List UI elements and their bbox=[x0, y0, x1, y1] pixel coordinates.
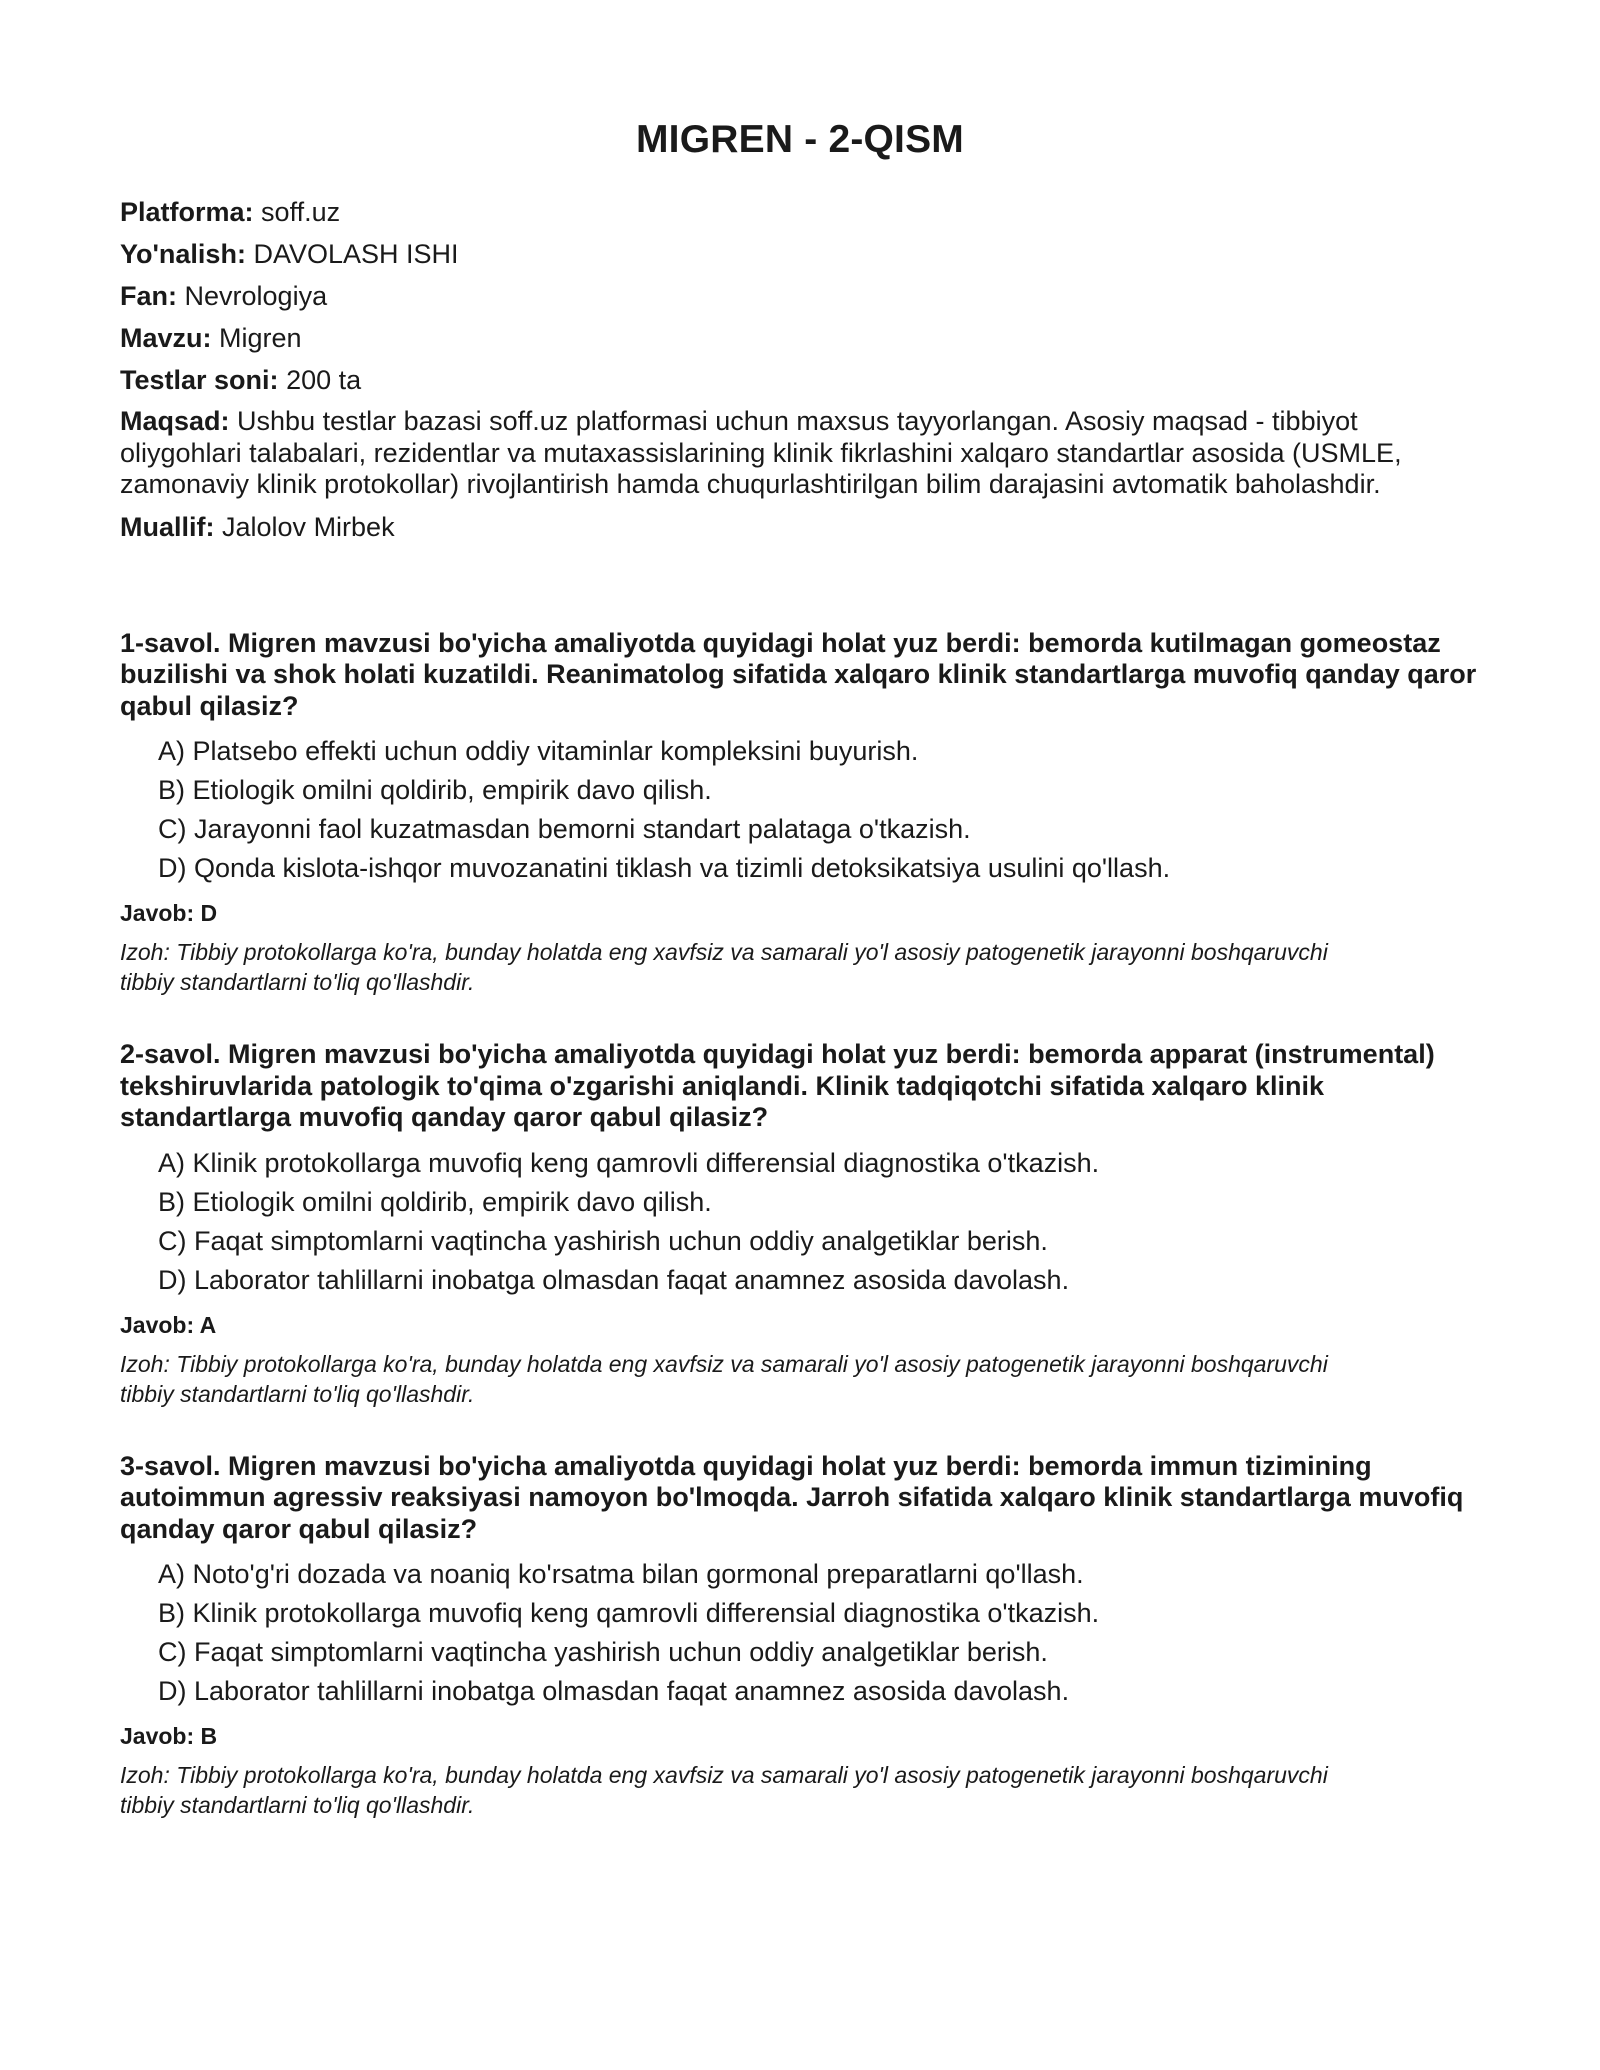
option-a: A) Klinik protokollarga muvofiq keng qamrovli differensial diagnostika o'tkazish. bbox=[158, 1147, 1100, 1178]
option-list bbox=[120, 1559, 1480, 1707]
questions-list bbox=[120, 628, 1480, 1821]
option-c: C) Faqat simptomlarni vaqtincha yashirish uchun oddiy analgetiklar berish. bbox=[158, 1225, 1048, 1256]
meta-author-value: Jalolov Mirbek bbox=[222, 511, 395, 542]
meta-subject bbox=[120, 280, 1480, 312]
answer: Javob: A bbox=[120, 1311, 217, 1338]
option-d: D) Laborator tahlillarni inobatga olmasdan faqat anamnez asosida davolash. bbox=[158, 1676, 1070, 1706]
question-1 bbox=[120, 628, 1480, 998]
question-text: 2-savol. Migren mavzusi bo'yicha amaliyotda quyidagi holat yuz berdi: bemorda apparat (instrumental) tekshiruvlarida patologik to'qima o'zgarishi aniqlandi. Klinik tadqiqotchi sifatida xalqaro klinik standartlarga muvofiq qanday qaror qabul qilasiz? bbox=[120, 1039, 1435, 1132]
meta-author bbox=[120, 511, 1480, 543]
meta-topic bbox=[120, 322, 1480, 354]
meta-topic-value: Migren bbox=[219, 323, 302, 353]
meta-subject-label: Fan: bbox=[120, 281, 177, 311]
meta-tests-label: Testlar soni: bbox=[120, 365, 279, 395]
meta-aim-label: Maqsad: bbox=[120, 406, 230, 436]
meta-section bbox=[120, 196, 1480, 543]
option-d: D) Qonda kislota-ishqor muvozanatini tiklash va tizimli detoksikatsiya usulini qo'llash. bbox=[158, 853, 1171, 883]
question-text: 1-savol. Migren mavzusi bo'yicha amaliyotda quyidagi holat yuz berdi: bemorda kutilmagan gomeostaz buzilishi va shok holati kuzatildi. Reanimatolog sifatida xalqaro klinik standartlarga muvofiq qanday qaror qabul qilasiz? bbox=[120, 627, 1477, 721]
option-list bbox=[120, 1148, 1480, 1296]
meta-direction-value: DAVOLASH ISHI bbox=[253, 239, 459, 269]
option-b: B) Etiologik omilni qoldirib, empirik davo qilish. bbox=[158, 1186, 712, 1217]
option-b: B) Klinik protokollarga muvofiq keng qamrovli differensial diagnostika o'tkazish. bbox=[158, 1598, 1100, 1628]
meta-platform-label: Platforma: bbox=[120, 197, 254, 227]
question-2 bbox=[120, 1039, 1480, 1409]
answer: Javob: B bbox=[120, 1723, 218, 1749]
explanation: Izoh: Tibbiy protokollarga ko'ra, bunday holatda eng xavfsiz va samarali yo'l asosiy patogenetik jarayonni boshqaruvchi tibbiy standartlarni to'liq qo'llashdir. bbox=[120, 1350, 1328, 1407]
option-c: C) Jarayonni faol kuzatmasdan bemorni standart palataga o'tkazish. bbox=[158, 814, 971, 844]
question-3 bbox=[120, 1451, 1480, 1821]
meta-tests-value: 200 ta bbox=[286, 365, 362, 395]
question-text: 3-savol. Migren mavzusi bo'yicha amaliyotda quyidagi holat yuz berdi: bemorda immun tizimining autoimmun agressiv reaksiyasi namoyon bo'lmoqda. Jarroh sifatida xalqaro klinik standartlarga muvofiq qanday qaror qabul qilasiz? bbox=[120, 1450, 1464, 1544]
page-title: MIGREN - 2-QISM bbox=[635, 118, 964, 161]
meta-aim-value: Ushbu testlar bazasi soff.uz platformasi uchun maxsus tayyorlangan. Asosiy maqsad - tibbiyot oliygohlari talabalari, rezidentlar va mutaxassislarining klinik fikrlashini xalqaro standartlar asosida (USMLE, zamonaviy klinik protokollar) rivojlantirish hamda chuqurlashtirilgan bilim darajasini avtomatik baholashdir. bbox=[120, 406, 1402, 499]
explanation: Izoh: Tibbiy protokollarga ko'ra, bunday holatda eng xavfsiz va samarali yo'l asosiy patogenetik jarayonni boshqaruvchi tibbiy standartlarni to'liq qo'llashdir. bbox=[120, 939, 1328, 995]
explanation: Izoh: Tibbiy protokollarga ko'ra, bunday holatda eng xavfsiz va samarali yo'l asosiy patogenetik jarayonni boshqaruvchi tibbiy standartlarni to'liq qo'llashdir. bbox=[120, 1762, 1328, 1818]
option-b: B) Etiologik omilni qoldirib, empirik davo qilish. bbox=[158, 775, 712, 805]
answer: Javob: D bbox=[120, 900, 218, 926]
meta-direction-label: Yo'nalish: bbox=[120, 239, 246, 269]
option-a: A) Noto'g'ri dozada va noaniq ko'rsatma bilan gormonal preparatlarni qo'llash. bbox=[158, 1559, 1084, 1589]
option-d: D) Laborator tahlillarni inobatga olmasdan faqat anamnez asosida davolash. bbox=[158, 1264, 1070, 1295]
meta-platform bbox=[120, 196, 1480, 228]
meta-topic-label: Mavzu: bbox=[120, 323, 212, 353]
meta-aim bbox=[120, 406, 1460, 501]
meta-platform-value: soff.uz bbox=[261, 197, 341, 227]
meta-tests bbox=[120, 364, 1480, 396]
option-a: A) Platsebo effekti uchun oddiy vitaminlar kompleksini buyurish. bbox=[158, 736, 919, 766]
meta-direction bbox=[120, 238, 1480, 270]
meta-subject-value: Nevrologiya bbox=[184, 281, 328, 311]
option-list bbox=[120, 736, 1480, 884]
meta-author-label: Muallif: bbox=[120, 511, 215, 542]
option-c: C) Faqat simptomlarni vaqtincha yashirish uchun oddiy analgetiklar berish. bbox=[158, 1637, 1048, 1667]
